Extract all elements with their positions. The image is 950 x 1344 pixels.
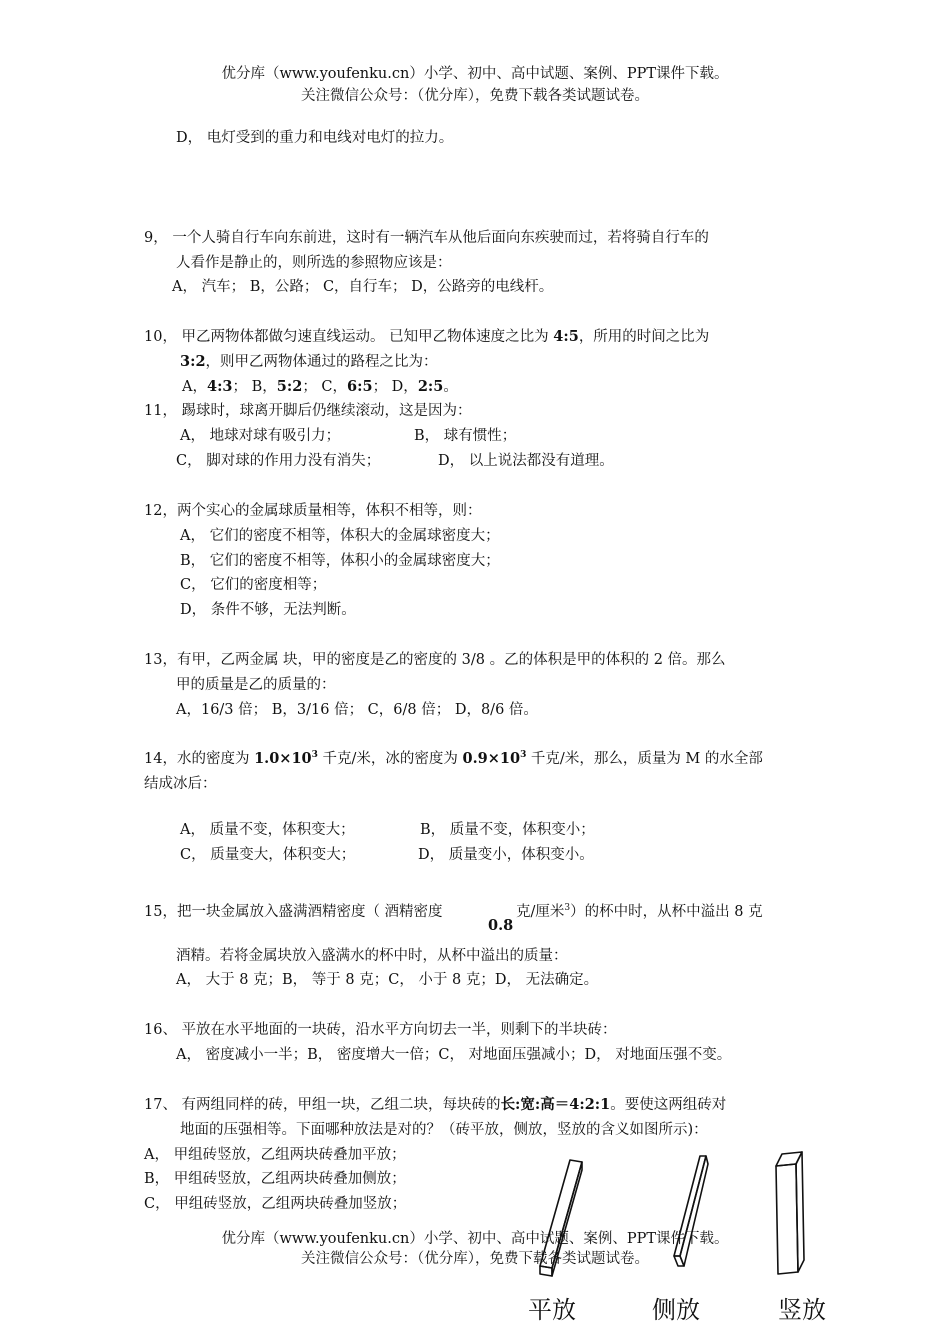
q14-option-b: B， 质量不变，体积变小； (420, 822, 595, 838)
q10-option-b-value: 5:2 (276, 378, 303, 395)
q17-ratio: 长:宽:高＝4:2:1 (500, 1096, 611, 1113)
q15-stem-1-right (516, 902, 763, 922)
q10-stem-1 (144, 327, 709, 347)
q16-stem: 16、 平放在水平地面的一块砖，沿水平方向切去一半，则剩下的半块砖： (144, 1022, 617, 1038)
q10-time-ratio: 3:2 (180, 353, 206, 370)
q13-stem-1: 13，有甲，乙两金属 块，甲的密度是乙的密度的 3/8 。乙的体积是甲的体积的 2 倍。那么 (144, 652, 726, 668)
q12-option-d: D， 条件不够，无法判断。 (180, 602, 356, 618)
figure-label-side: 侧放 (652, 1296, 700, 1324)
footer-line-2: 关注微信公众号：（优分库），免费下载各类试题试卷。 (301, 1251, 649, 1267)
q14-text-2: 千克/米，冰的密度为 (317, 751, 463, 767)
q14-ice-density-base: 0.9×10 (462, 750, 521, 767)
brick-placement-figure (520, 1148, 850, 1338)
q14-option-d: D， 质量变小，体积变小。 (418, 847, 594, 863)
q12-stem: 12，两个实心的金属球质量相等，体积不相等，则： (144, 503, 482, 519)
q14-stem-2: 结成冰后： (144, 776, 217, 792)
q14-option-c: C， 质量变大，体积变大； (180, 847, 356, 863)
q15-density-value: 0.8 (488, 917, 514, 934)
header-line-1: 优分库（www.youfenku.cn）小学、初中、高中试题、案例、PPT课件下载。 (221, 66, 729, 82)
q9-options: A， 汽车； B，公路； C，自行车； D，公路旁的电线杆。 (172, 279, 554, 295)
q14-option-a: A， 质量不变，体积变大； (180, 822, 355, 838)
q17-option-a: A， 甲组砖竖放，乙组两块砖叠加平放； (144, 1147, 406, 1163)
q10-option-c-label: ； C， (302, 379, 348, 395)
q10-option-a-value: 4:3 (206, 378, 233, 395)
q13-options: A，16/3 倍； B，3/16 倍； C，6/8 倍； D，8/6 倍。 (176, 702, 538, 718)
q11-option-b: B， 球有惯性； (414, 428, 517, 444)
q11-stem: 11， 踢球时，球离开脚后仍继续滚动，这是因为： (144, 403, 472, 419)
q15-unit-exp: 3 (564, 903, 571, 913)
q15-text-3: ）的杯中时，从杯中溢出 8 克 (570, 904, 763, 920)
q17-option-b: B， 甲组砖竖放，乙组两块砖叠加侧放； (144, 1171, 406, 1187)
q11-option-a: A， 地球对球有吸引力； (180, 428, 341, 444)
q14-water-density-base: 1.0×10 (254, 750, 312, 767)
q14-water-density (254, 750, 318, 767)
q14-stem-1 (144, 749, 763, 769)
q9-stem-1: 9， 一个人骑自行车向东前进，这时有一辆汽车从他后面向东疾驶而过，若将骑自行车的 (144, 230, 709, 246)
q12-option-c: C， 它们的密度相等； (180, 577, 327, 593)
q9-stem-2: 人看作是静止的，则所选的参照物应该是： (176, 255, 452, 271)
q10-stem-text-b: ，所用的时间之比为 (578, 329, 710, 345)
brick-flat-drawing (540, 1160, 582, 1276)
q17-text-1: 17、 有两组同样的砖，甲组一块，乙组二块，每块砖的 (144, 1097, 501, 1113)
q17-option-c: C， 甲组砖竖放，乙组两块砖叠加竖放； (144, 1196, 407, 1212)
figure-label-upright: 竖放 (778, 1296, 826, 1324)
footer-line-1: 优分库（www.youfenku.cn）小学、初中、高中试题、案例、PPT课件下载。 (221, 1231, 729, 1247)
q15-stem-1-left: 15，把一块金属放入盛满酒精密度（ 酒精密度 (144, 904, 443, 920)
q10-stem-text-a: 10， 甲乙两物体都做匀速直线运动。 已知甲乙物体速度之比为 (144, 329, 554, 345)
q10-speed-ratio: 4:5 (553, 328, 579, 345)
q10-stem-text-c: ，则甲乙两物体通过的路程之比为： (205, 354, 438, 370)
q8-option-d: D， 电灯受到的重力和电线对电灯的拉力。 (176, 130, 454, 146)
q16-options: A， 密度减小一半；B， 密度增大一倍；C， 对地面压强减小；D， 对地面压强不变。 (176, 1047, 732, 1063)
q12-option-b: B， 它们的密度不相等，体积小的金属球密度大； (180, 553, 500, 569)
q15-options: A， 大于 8 克；B， 等于 8 克；C， 小于 8 克；D， 无法确定。 (176, 972, 599, 988)
q17-stem-2: 地面的压强相等。下面哪种放法是对的？（砖平放，侧放，竖放的含义如图所示)： (180, 1122, 708, 1138)
q10-option-d-value: 2:5 (417, 378, 444, 395)
q10-option-a-label: A， (182, 379, 207, 395)
q10-stem-2 (180, 352, 438, 372)
q10-option-c-value: 6:5 (347, 378, 373, 395)
q15-stem-2: 酒精。若将金属块放入盛满水的杯中时，从杯中溢出的质量： (176, 948, 568, 964)
q17-text-2: 。要使这两组砖对 (610, 1097, 727, 1113)
q11-option-d: D， 以上说法都没有道理。 (438, 453, 614, 469)
q14-water-density-exp: 3 (311, 750, 318, 760)
q15-unit: 克/厘米 (516, 904, 565, 920)
q11-option-c: C， 脚对球的作用力没有消失； (176, 453, 381, 469)
q14-ice-density-exp: 3 (520, 750, 527, 760)
brick-side-drawing (674, 1156, 708, 1266)
q10-option-d-label: ； D， (372, 379, 418, 395)
q12-option-a: A， 它们的密度不相等，体积大的金属球密度大； (180, 528, 500, 544)
q14-ice-density (463, 750, 527, 767)
brick-upright-drawing (776, 1152, 804, 1274)
q14-text-1: 14，水的密度为 (144, 751, 255, 767)
header-line-2: 关注微信公众号：（优分库），免费下载各类试题试卷。 (301, 88, 649, 104)
q14-text-3: 千克/米，那么，质量为 M 的水全部 (526, 751, 763, 767)
q10-option-b-label: ； B， (232, 379, 277, 395)
q17-stem-1 (144, 1095, 726, 1115)
q13-stem-2: 甲的质量是乙的质量的： (176, 677, 336, 693)
q10-end: 。 (443, 379, 458, 395)
q10-options (182, 377, 458, 397)
figure-label-flat: 平放 (528, 1296, 576, 1324)
